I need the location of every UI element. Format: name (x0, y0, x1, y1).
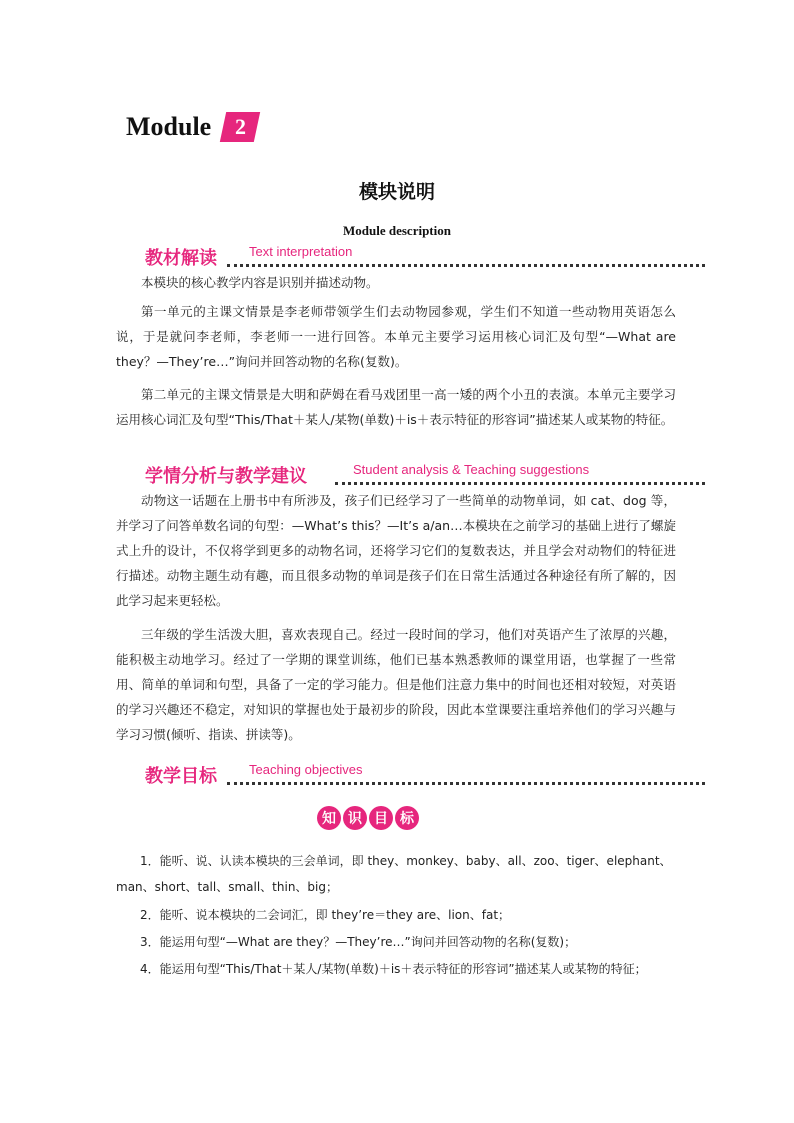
section-title-en: Student analysis & Teaching suggestions (353, 462, 590, 477)
section-header-teaching-objectives (145, 762, 705, 788)
badge-char: 识 (343, 806, 367, 830)
section-title-en: Text interpretation (249, 244, 353, 259)
paragraph: 三年级的学生活泼大胆，喜欢表现自己。经过一段时间的学习，他们对英语产生了浓厚的兴趣，能积极主动地学习。经过了一学期的课堂训练，他们已基本熟悉教师的课堂用语，也掌握了一些常用、简单的单词和句型，具备了一定的学习能力。但是他们注意力集中的时间也还相对较短，对英语的学习兴趣还不稳定，对知识的掌握也处于最初步的阶段，因此本堂课要注重培养他们的学习兴趣与学习习惯(倾听、指读、拼读等)。 (116, 627, 676, 742)
section-title-cn: 教学目标 (145, 766, 217, 787)
page-title: 模块说明 (358, 181, 435, 203)
objective-item: 3．能运用句型“—What are they？—They’re…”询问并回答动物的名称(复数)； (140, 935, 577, 949)
module-word: Module (126, 112, 212, 141)
dotted-divider (227, 264, 705, 267)
section-header-student-analysis (145, 462, 705, 488)
objective-item: 4．能运用句型“This/That＋某人/某物(单数)＋is＋表示特征的形容词”描述某人或某物的特征； (140, 962, 647, 976)
objective-item: 1．能听、说、认读本模块的三会单词，即 they、monkey、baby、all、zoo、tiger、elephant、man、short、tall、small、thin、big； (116, 854, 672, 894)
section-header-text-interpretation (145, 244, 705, 270)
paragraph: 第二单元的主课文情景是大明和萨姆在看马戏团里一高一矮的两个小丑的表演。本单元主要学习运用核心词汇及句型“This/That＋某人/某物(单数)＋is＋表示特征的形容词”描述某人或某物的特征。 (116, 387, 676, 427)
paragraph: 第一单元的主课文情景是李老师带领学生们去动物园参观，学生们不知道一些动物用英语怎么说，于是就问李老师，李老师一一进行回答。本单元主要学习运用核心词汇及句型“—What are they？—They’re…”询问并回答动物的名称(复数)。 (116, 304, 676, 369)
badge-char: 目 (369, 806, 393, 830)
paragraph: 本模块的核心教学内容是识别并描述动物。 (141, 275, 379, 290)
paragraph: 动物这一话题在上册书中有所涉及，孩子们已经学习了一些简单的动物单词，如 cat、dog 等，并学习了问答单数名词的句型：—What’s this？—It’s a/an…本模块在之前学习的基础上进行了螺旋式上升的设计，不仅将学到更多的动物名词，还将学习它们的复数表达，并且学会对动物们的特征进行描述。动物主题生动有趣，而且很多动物的单词是孩子们在日常生活通过各种途径有所了解的，因此学习起来更轻松。 (116, 493, 676, 608)
badge-char: 标 (395, 806, 419, 830)
section-title-cn: 学情分析与教学建议 (145, 466, 307, 487)
module-heading (126, 112, 257, 142)
dotted-divider (335, 482, 705, 485)
page-subtitle: Module description (343, 223, 451, 238)
section-title-cn: 教材解读 (145, 248, 217, 269)
section-title-en: Teaching objectives (249, 762, 363, 777)
module-number-badge (220, 112, 260, 142)
module-number: 2 (234, 114, 246, 139)
objective-item: 2．能听、说本模块的二会词汇，即 they’re＝they are、lion、fat； (140, 908, 511, 922)
knowledge-objectives-badge (317, 806, 419, 830)
badge-char: 知 (317, 806, 341, 830)
dotted-divider (227, 782, 705, 785)
